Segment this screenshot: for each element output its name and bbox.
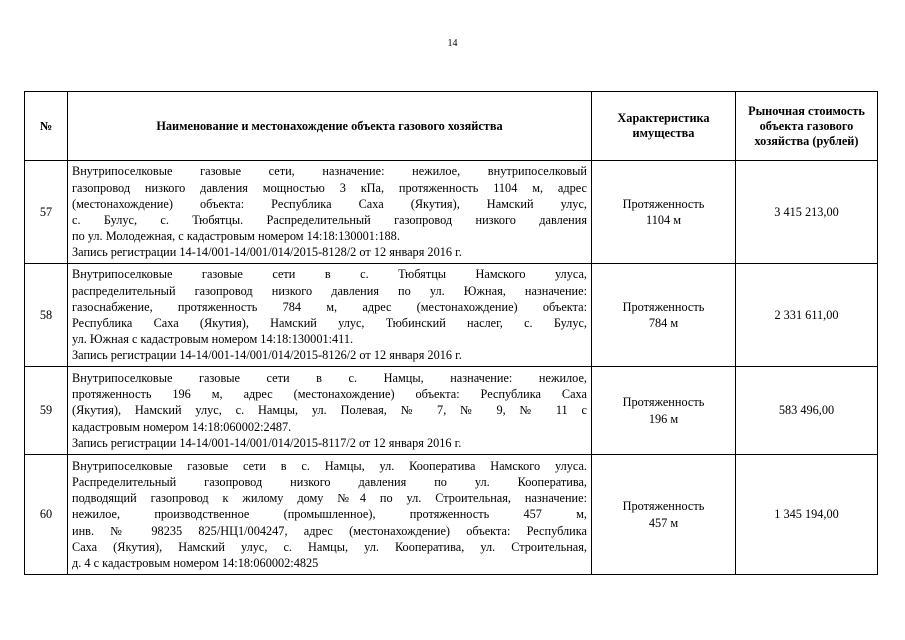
table-row — [25, 161, 878, 264]
row-number: 57 — [25, 161, 68, 264]
object-description — [68, 455, 592, 575]
description-line: распределительный газопровод низкого давления по ул. Южная, назначение: — [72, 283, 587, 298]
table-row — [25, 264, 878, 367]
market-value: 1 345 194,00 — [736, 455, 878, 575]
description-line: (Якутия), Намский улус, с. Намцы, ул. Полевая, № 7, № 9, № 11 с — [72, 403, 587, 418]
description-line: газопровод низкого давления мощностью 3 кПа, протяженность 1104 м, адрес — [72, 180, 587, 195]
object-description — [68, 367, 592, 455]
description-line: инв. № 98235 825/НЦ1/004247, адрес (местонахождение) объекта: Республика — [72, 523, 587, 538]
row-number: 59 — [25, 367, 68, 455]
description-line: подводящий газопровод к жилому дому №4 по ул. Строительная, назначение: — [72, 491, 587, 506]
description-line: Внутрипоселковые газовые сети в с. Намцы, назначение: нежилое, — [72, 370, 587, 385]
market-value: 583 496,00 — [736, 367, 878, 455]
header-characteristic: Характеристика имущества — [592, 92, 736, 161]
characteristic-label: Протяженность — [622, 299, 705, 314]
characteristic-value: 457 м — [648, 515, 679, 530]
characteristic-label: Протяженность — [622, 499, 705, 514]
row-number: 58 — [25, 264, 68, 367]
description-line: протяженность 196 м, адрес (местонахождение) объекта: Республика Саха — [72, 387, 587, 402]
description-line: Внутрипоселковые газовые сети в с. Тюбятцы Намского улуса, — [72, 267, 587, 282]
property-characteristic — [592, 161, 736, 264]
property-characteristic — [592, 264, 736, 367]
table-row — [25, 455, 878, 575]
description-line: д. 4 с кадастровым номером 14:18:060002:4825 — [72, 556, 319, 570]
description-line: Запись регистрации 14-14/001-14/001/014/2015-8126/2 от 12 января 2016 г. — [72, 348, 462, 363]
characteristic-value: 196 м — [648, 411, 679, 426]
header-num: № — [25, 92, 68, 161]
page-number: 14 — [447, 38, 458, 49]
property-characteristic — [592, 455, 736, 575]
row-number: 60 — [25, 455, 68, 575]
description-line: с. Булус, с. Тюбятцы. Распределительный газопровод низкого давления — [72, 213, 587, 227]
description-line: Запись регистрации 14-14/001-14/001/014/2015-8117/2 от 12 января 2016 г. — [72, 435, 462, 450]
header-value: Рыночная стоимость объекта газового хозяйства (рублей) — [736, 92, 878, 161]
object-description — [68, 264, 592, 367]
description-line: Распределительный газопровод низкого давления по ул. Кооператива, — [72, 474, 587, 489]
table-header-row — [25, 92, 878, 161]
description-line: нежилое, производственное (промышленное), протяженность 457 м, — [72, 507, 587, 522]
property-characteristic — [592, 367, 736, 455]
description-line: Запись регистрации 14-14/001-14/001/014/2015-8128/2 от 12 января 2016 г. — [72, 245, 462, 260]
market-value: 2 331 611,00 — [736, 264, 878, 367]
characteristic-value: 784 м — [648, 316, 679, 330]
characteristic-value: 1104 м — [646, 213, 681, 227]
description-line: Саха (Якутия), Намский улус, с. Намцы, ул. Кооператива, ул. Строительная, — [72, 539, 587, 554]
description-line: газоснабжение, протяженность 784 м, адрес (местонахождение) объекта: — [72, 299, 587, 314]
gas-facilities-table — [24, 91, 878, 575]
description-line: Республика Саха (Якутия), Намский улус, Тюбинский наслег, с. Булус, — [72, 316, 587, 330]
description-line: ул. Южная с кадастровым номером 14:18:130001:411. — [72, 332, 354, 347]
characteristic-label: Протяженность — [622, 196, 705, 211]
description-line: Внутрипоселковые газовые сети, назначение: нежилое, внутрипоселковый — [72, 164, 587, 179]
table-row — [25, 367, 878, 455]
description-line: по ул. Молодежная, с кадастровым номером 14:18:130001:188. — [72, 229, 400, 244]
characteristic-label: Протяженность — [622, 395, 705, 410]
object-description — [68, 161, 592, 264]
description-line: Внутрипоселковые газовые сети в с. Намцы, ул. Кооператива Намского улуса. — [72, 458, 587, 473]
description-line: кадастровым номером 14:18:060002:2487. — [72, 419, 292, 434]
description-line: (местонахождение) объекта: Республика Саха (Якутия), Намский улус, — [72, 196, 587, 211]
market-value: 3 415 213,00 — [736, 161, 878, 264]
header-name: Наименование и местонахождение объекта газового хозяйства — [68, 92, 592, 161]
